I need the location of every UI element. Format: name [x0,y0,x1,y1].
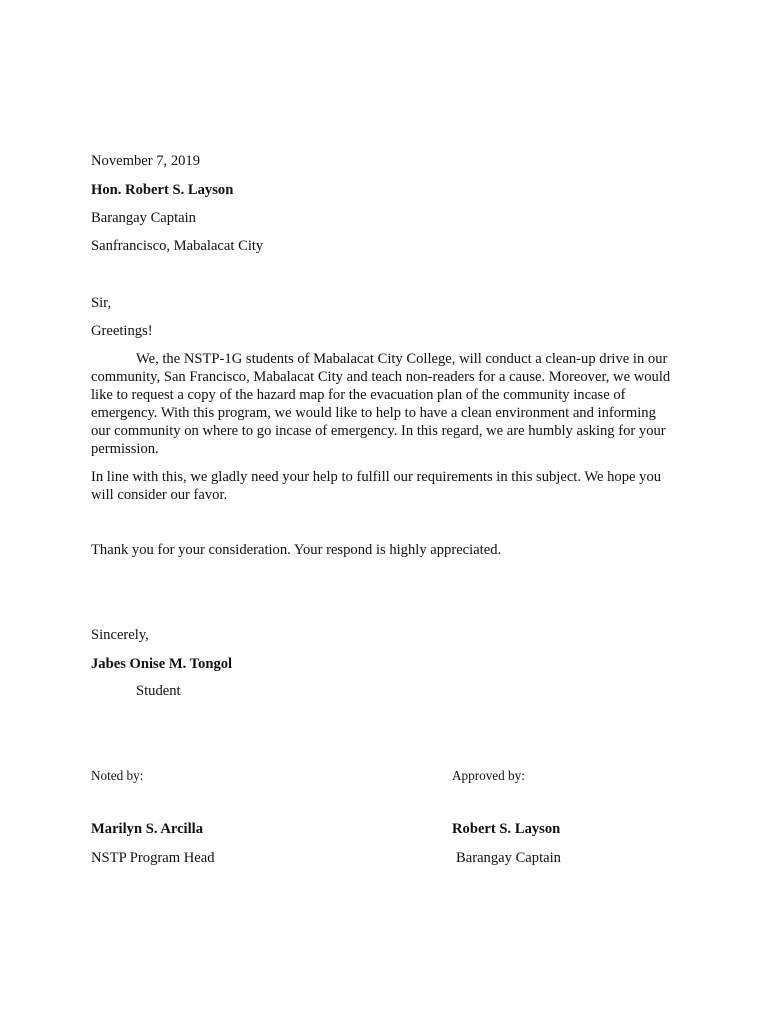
body-paragraph-2: In line with this, we gladly need your help to fulfill our requirements in this subject. We hope you will consider our favor. [91,469,662,503]
noted-by-name: Marilyn S. Arcilla [91,821,204,837]
letter-date: November 7, 2019 [91,153,201,169]
greeting: Greetings! [91,323,153,339]
thanks-line: Thank you for your consideration. Your respond is highly appreciated. [91,542,502,558]
noted-by-label: Noted by: [91,768,144,783]
approved-by-title: Barangay Captain [456,850,561,866]
recipient-address: Sanfrancisco, Mabalacat City [91,238,264,254]
salutation: Sir, [91,295,112,311]
recipient-title: Barangay Captain [91,210,196,226]
approved-by-name: Robert S. Layson [452,821,561,837]
sender-name: Jabes Onise M. Tongol [91,656,233,672]
approved-by-label: Approved by: [452,768,525,783]
noted-by-title: NSTP Program Head [91,850,215,866]
sender-title: Student [136,683,181,699]
closing: Sincerely, [91,627,149,643]
body-paragraph-1: We, the NSTP-1G students of Mabalacat City College, will conduct a clean-up drive in our community, San Francisco, Mabalacat City and teach non-readers for a cause. Moreover, we would like to request a copy of the hazard map for the evacuation plan of the community incase of emergency. With this program, we would like to help to have a clean environment and informing our community on where to go incase of emergency. In this regard, we are humbly asking for your permission. [91,351,671,457]
recipient-name: Hon. Robert S. Layson [91,182,234,198]
